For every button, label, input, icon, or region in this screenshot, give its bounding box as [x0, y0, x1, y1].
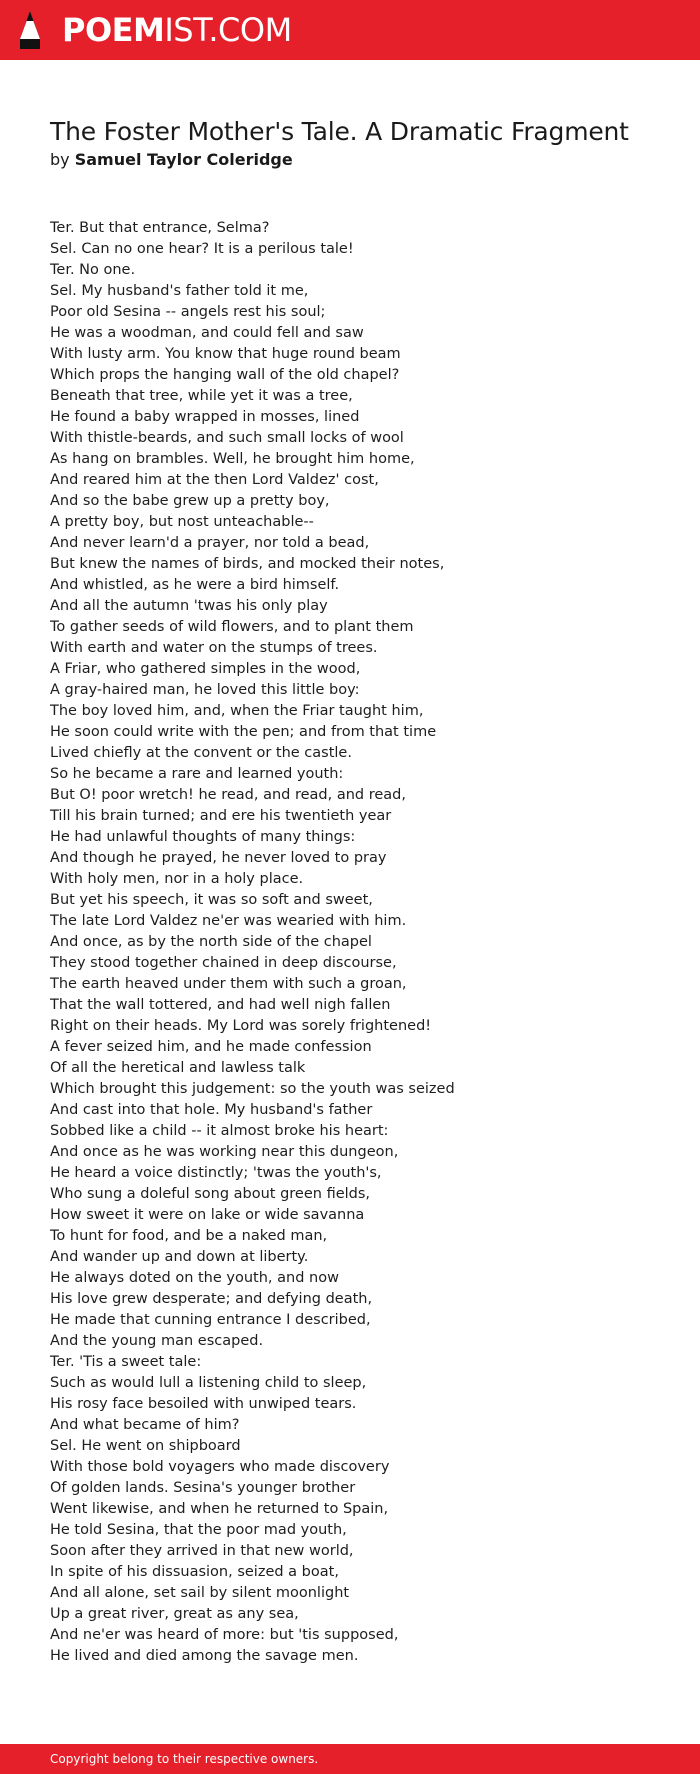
poem-line: With thistle-beards, and such small locks of wool	[50, 430, 404, 446]
poem-line: He always doted on the youth, and now	[50, 1270, 339, 1286]
author-name[interactable]: Samuel Taylor Coleridge	[74, 150, 293, 169]
poem-line: His rosy face besoiled with unwiped tears.	[50, 1396, 357, 1412]
poem-line: How sweet it were on lake or wide savanna	[50, 1207, 365, 1223]
logo-light: IST.COM	[164, 11, 292, 49]
poem-line: And once, as by the north side of the chapel	[50, 934, 372, 950]
poem-line: He heard a voice distinctly; 'twas the youth's,	[50, 1165, 382, 1181]
poem-line: And ne'er was heard of more: but 'tis supposed,	[50, 1627, 399, 1643]
poem-line: He soon could write with the pen; and from that time	[50, 724, 437, 740]
poem-line: A fever seized him, and he made confession	[50, 1039, 372, 1055]
poem-line: He lived and died among the savage men.	[50, 1648, 359, 1664]
poem-line: The boy loved him, and, when the Friar taught him,	[50, 703, 424, 719]
site-logo[interactable]	[62, 12, 292, 48]
poem-line: Poor old Sesina -- angels rest his soul;	[50, 304, 326, 320]
poem-line: And so the babe grew up a pretty boy,	[50, 493, 330, 509]
poem-line: Sel. Can no one hear? It is a perilous tale!	[50, 241, 354, 257]
poem-line: That the wall tottered, and had well nigh fallen	[50, 997, 391, 1013]
poem-line: Of golden lands. Sesina's younger brother	[50, 1480, 356, 1496]
poem-line: Of all the heretical and lawless talk	[50, 1060, 306, 1076]
poem-line: Sel. He went on shipboard	[50, 1438, 241, 1454]
poem-line: A pretty boy, but nost unteachable--	[50, 514, 314, 530]
poem-line: Such as would lull a listening child to sleep,	[50, 1375, 367, 1391]
site-footer	[0, 1744, 700, 1774]
poem-line: Ter. 'Tis a sweet tale:	[50, 1354, 202, 1370]
by-label: by	[50, 150, 70, 169]
poem-line: And once as he was working near this dungeon,	[50, 1144, 399, 1160]
poem-line: Up a great river, great as any sea,	[50, 1606, 299, 1622]
poem-line: Ter. But that entrance, Selma?	[50, 220, 270, 236]
poem-title: The Foster Mother's Tale. A Dramatic Fragment	[50, 117, 629, 146]
poem-line: A gray-haired man, he loved this little boy:	[50, 682, 360, 698]
poem-line: He made that cunning entrance I described,	[50, 1312, 371, 1328]
poem-line: Who sung a doleful song about green fields,	[50, 1186, 371, 1202]
poem-line: With those bold voyagers who made discovery	[50, 1459, 390, 1475]
site-header	[0, 0, 700, 60]
poem-line: Right on their heads. My Lord was sorely frightened!	[50, 1018, 432, 1034]
poem-line: And though he prayed, he never loved to pray	[50, 850, 387, 866]
byline	[50, 149, 293, 171]
poem-line: With lusty arm. You know that huge round beam	[50, 346, 401, 362]
poem-line: And all alone, set sail by silent moonlight	[50, 1585, 350, 1601]
poem-line: Till his brain turned; and ere his twentieth year	[50, 808, 392, 824]
poem-line: Ter. No one.	[50, 262, 136, 278]
poem-line: He was a woodman, and could fell and saw	[50, 325, 364, 341]
poem-line: So he became a rare and learned youth:	[50, 766, 344, 782]
poem-line: His love grew desperate; and defying death,	[50, 1291, 373, 1307]
poem-line: To hunt for food, and be a naked man,	[50, 1228, 328, 1244]
poem-line: Sel. My husband's father told it me,	[50, 283, 309, 299]
poem-line: As hang on brambles. Well, he brought him home,	[50, 451, 415, 467]
poem-line: Sobbed like a child -- it almost broke his heart:	[50, 1123, 389, 1139]
poem-line: Which brought this judgement: so the youth was seized	[50, 1081, 455, 1097]
poem-line: He told Sesina, that the poor mad youth,	[50, 1522, 347, 1538]
copyright-text: Copyright belong to their respective owners.	[50, 1752, 319, 1766]
poem-line: Soon after they arrived in that new world,	[50, 1543, 354, 1559]
poem-line: He had unlawful thoughts of many things:	[50, 829, 356, 845]
poem-line: With holy men, nor in a holy place.	[50, 871, 304, 887]
poem-line: Lived chiefly at the convent or the castle.	[50, 745, 352, 761]
poem-line: Which props the hanging wall of the old chapel?	[50, 367, 400, 383]
poem-line: Went likewise, and when he returned to Spain,	[50, 1501, 389, 1517]
poem-line: The late Lord Valdez ne'er was wearied with him.	[50, 913, 407, 929]
poem-line: To gather seeds of wild flowers, and to plant them	[50, 619, 414, 635]
poem-line: But O! poor wretch! he read, and read, and read,	[50, 787, 406, 803]
poem-line: And cast into that hole. My husband's father	[50, 1102, 373, 1118]
poem-line: He found a baby wrapped in mosses, lined	[50, 409, 360, 425]
poem-line: And all the autumn 'twas his only play	[50, 598, 328, 614]
poem-line: The earth heaved under them with such a groan,	[50, 976, 407, 992]
poem-line: With earth and water on the stumps of trees.	[50, 640, 378, 656]
poem-line: And reared him at the then Lord Valdez' cost,	[50, 472, 379, 488]
poem-line: And what became of him?	[50, 1417, 240, 1433]
poem-line: But knew the names of birds, and mocked their notes,	[50, 556, 445, 572]
poem-line: In spite of his dissuasion, seized a boat,	[50, 1564, 339, 1580]
poem-line: A Friar, who gathered simples in the wood,	[50, 661, 361, 677]
pencil-icon[interactable]	[18, 9, 42, 51]
poem-line: Beneath that tree, while yet it was a tree,	[50, 388, 353, 404]
poem-line: And wander up and down at liberty.	[50, 1249, 309, 1265]
poem-line: And never learn'd a prayer, nor told a bead,	[50, 535, 370, 551]
poem-line: And whistled, as he were a bird himself.	[50, 577, 340, 593]
logo-strong: POEM	[62, 11, 165, 49]
poem-line: They stood together chained in deep discourse,	[50, 955, 397, 971]
poem-line: And the young man escaped.	[50, 1333, 264, 1349]
poem-line: But yet his speech, it was so soft and sweet,	[50, 892, 373, 908]
poem-body	[50, 218, 455, 1667]
